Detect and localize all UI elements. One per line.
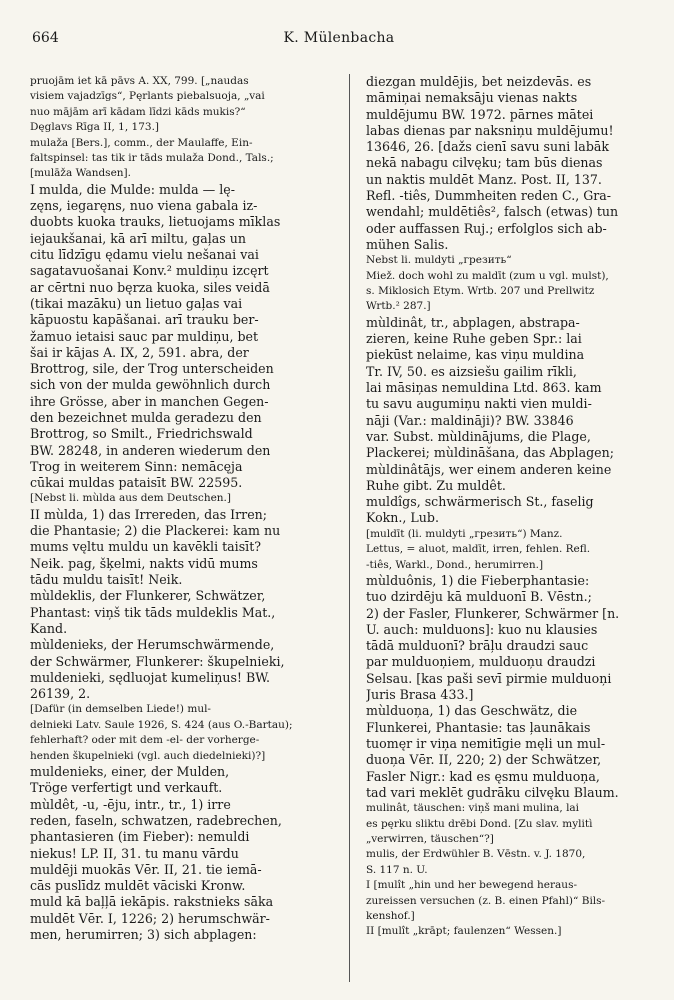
text-line: S. 117 n. U. (366, 863, 428, 876)
text-line: nuo mājām arī kādam līdzi kāds mukis?“ (30, 105, 246, 118)
text-line: wendahl; muldētiês², falsch (etwas) tun (366, 204, 619, 220)
text-line: labas dienas par naksniņu muldējumu! (366, 122, 614, 138)
text-line: zureissen versuchen (z. B. einen Pfahl)“ Bils- (366, 894, 606, 907)
text-line: nekā nabagu cilvęku; tam būs dienas (366, 155, 603, 171)
text-line: Juris Brasa 433.] (366, 687, 474, 703)
text-line: sagatavuošanai Konv.² muldiņu izcęrt (30, 263, 269, 279)
text-line: žamuo ietaisi sauc par muldiņu, bet (30, 328, 259, 344)
text-block (30, 491, 330, 506)
text-line: mulinât, täuschen: viņš mani mulina, lai (366, 802, 580, 815)
text-line: zęns, iegaręns, nuo viena gabala iz- (30, 198, 258, 214)
text-line: var. Subst. mùldinājums, die Plage, (366, 428, 591, 444)
text-line: Neik. pag, šķelmi, nakts vidū mums (30, 555, 258, 571)
text-line: [Dafür (in demselben Liede!) mul- (30, 703, 211, 716)
text-line: mùldenieks, der Herumschwärmende, (30, 637, 275, 653)
column-divider (349, 74, 350, 982)
text-line: Phantast: viņš tik tāds muldeklis Mat., (30, 604, 276, 620)
text-line: tuomęr ir viņa nemitīgie męli un mul- (366, 735, 606, 751)
text-line: ar cērtni nuo bęrza kuoka, siles veidā (30, 279, 270, 295)
text-line: mùldeklis, der Flunkerer, Schwätzer, (30, 588, 266, 604)
text-line: [Nebst li. mùlda aus dem Deutschen.] (30, 492, 231, 505)
text-line: die Phantasie; 2) die Plackerei: kam nu (30, 523, 281, 539)
text-line: muldējumu BW. 1972. pārnes mātei (366, 106, 594, 122)
text-line: cās puslīdz muldēt vāciski Kronw. (30, 878, 246, 894)
text-line: delnieki Latv. Saule 1926, S. 424 (aus O.-Bartau); (30, 718, 293, 731)
text-line: kāpuostu kapāšanai. arī trauku ber- (30, 312, 259, 328)
page-header (32, 30, 646, 52)
text-block (30, 702, 330, 764)
text-line: mùldinât, tr., abplagen, abstrapa- (366, 314, 580, 330)
text-line: Flunkerei, Phantasie: tas ļaunākais (366, 719, 591, 735)
text-line: II mùlda, 1) das Irrereden, das Irren; (30, 506, 268, 522)
text-line: niekus! LP. II, 31. tu manu vārdu (30, 845, 239, 861)
text-line: (tikai mazāku) un lietuo gaļas vai (30, 295, 243, 311)
text-line: Refl. -tiês, Dummheiten reden C., Gra- (366, 188, 612, 204)
text-line: iejaukšanai, kā arī miltu, gaļas un (30, 230, 246, 246)
text-block (366, 801, 656, 940)
text-line: lai māsiņas nemuldina Ltd. 863. kam (366, 380, 602, 396)
text-line: muldîgs, schwärmerisch St., faselig (366, 494, 594, 510)
text-line: Tröge verfertigt und verkauft. (30, 780, 223, 796)
text-line: „verwirren, täuschen“?] (366, 832, 494, 845)
text-block (30, 136, 330, 182)
text-line: Trog in weiterem Sinn: nemācęja (30, 458, 243, 474)
text-block (30, 74, 330, 136)
text-line: den bezeichnet mulda geradezu den (30, 410, 262, 425)
text-line: reden, faseln, schwatzen, radebrechen, (30, 812, 282, 828)
text-line: mums vęltu muldu un kavēkli taisīt? (30, 539, 262, 555)
text-line: mühen Salis. (366, 236, 449, 252)
text-line: muldēji muokās Vēr. II, 21. tie iemā- (30, 861, 262, 877)
text-line: Nebst li. muldyti „грезить“ (366, 254, 512, 267)
text-line: fehlerhaft? oder mit dem -el- der vorherge- (30, 734, 260, 747)
text-line: I [mulît „hin und her bewegend heraus- (366, 879, 577, 892)
text-line: mùlduônis, 1) die Fieberphantasie: (366, 572, 590, 588)
text-line: muldenieki, sędluojat kumeliņus! BW. (30, 669, 270, 685)
text-line: faltspinsel: tas tik ir tāds mulaža Dond., Tals.; (30, 152, 274, 165)
text-block (30, 507, 330, 703)
text-line: mùldêt, -u, -ēju, intr., tr., 1) irre (30, 796, 231, 812)
text-line: piekūst nelaime, kas viņu muldina (366, 347, 585, 363)
text-line: kenshof.] (366, 909, 415, 922)
text-line: muld kā baļļā iekāpis. rakstnieks sāka (30, 894, 274, 910)
text-line: Miež. doch wohl zu maldīt (zum u vgl. mulst), (366, 269, 609, 282)
text-line: [mulāža Wandsen]. (30, 167, 131, 180)
text-line: tu savu augumiņu nakti vien muldi- (366, 396, 592, 412)
text-line: visiem vajadzīgs“, Pęrlants piebalsuoja, „vai (30, 90, 265, 103)
text-line: BW. 28248, in anderen wiederum den (30, 442, 271, 458)
text-block (30, 764, 330, 943)
text-line: Tr. IV, 50. es aizsiešu gailim rīkli, (366, 363, 577, 379)
text-line: -tiês, Warkl., Dond., herumirren.] (366, 558, 544, 571)
text-line: ihre Grösse, aber in manchen Gegen- (30, 393, 269, 409)
text-line: pruojām iet kā pāvs A. XX, 799. [„naudas (30, 75, 249, 87)
text-line: citu līdzīgu ędamu vielu nešanai vai (30, 247, 259, 263)
text-line: zieren, keine Ruhe geben Spr.: lai (366, 331, 582, 347)
text-line: tuo dzirdēju kā mulduonī B. Vēstn.; (366, 589, 592, 605)
text-line: Brottrog, sile, der Trog unterscheiden (30, 361, 274, 377)
text-line: sich von der mulda gewöhnlich durch (30, 377, 271, 393)
text-line: māmiņai nemaksāju vienas nakts (366, 90, 578, 106)
text-block (366, 315, 656, 527)
text-line: Kand. (30, 620, 68, 636)
text-line: Dęglavs Rīga II, 1, 173.] (30, 121, 160, 134)
text-line: Selsau. [kas paši sevī pirmie mulduoņi (366, 670, 612, 686)
text-line: men, herumirren; 3) sich abplagen: (30, 927, 257, 943)
text-block (30, 182, 330, 492)
left-column (30, 74, 330, 980)
text-line: 13646, 26. [dažs cienī savu suni labāk (366, 139, 610, 155)
text-line: Lettus, = aluot, maldīt, irren, fehlen. Refl. (366, 543, 591, 556)
text-line: Wrtb.² 287.] (366, 300, 431, 313)
text-line: mùlduoņa, 1) das Geschwätz, die (366, 703, 578, 719)
text-line: phantasieren (im Fieber): nemuldi (30, 829, 250, 845)
text-line: tādā mulduonī? brāļu draudzi sauc (366, 638, 589, 654)
text-line: Ruhe gibt. Zu muldêt. (366, 477, 506, 493)
text-line: tad vari meklēt gudrāku cilvęku Blaum. (366, 784, 619, 800)
text-line: un naktis muldēt Manz. Post. II, 137. (366, 171, 602, 187)
text-line: mulaža [Bers.], comm., der Maulaffe, Ein- (30, 136, 253, 149)
text-line: oder auffassen Ruj.; erfolglos sich ab- (366, 220, 607, 236)
text-line: par mulduoņiem, mulduoņu draudzi (366, 654, 596, 670)
text-line: [muldīt (li. muldyti „грезить“) Manz. (366, 527, 563, 540)
right-column (366, 74, 656, 980)
text-line: Plackerei; mùldināšana, das Abplagen; (366, 445, 614, 461)
text-line: 26139, 2. (30, 686, 91, 702)
text-line: I mulda, die Mulde: mulda — lę- (30, 181, 235, 197)
text-line: diezgan muldējis, bet neizdevās. es (366, 74, 592, 89)
text-line: tādu muldu taisīt! Neik. (30, 572, 183, 588)
running-title: K. Mülenbacha (283, 30, 395, 46)
text-line: nāji (Var.: maldināji)? BW. 33846 (366, 412, 574, 428)
text-line: 2) der Fasler, Flunkerer, Schwärmer [n. (366, 605, 620, 621)
text-block (366, 253, 656, 315)
text-line: II [mulît „krāpt; faulenzen“ Wessen.] (366, 925, 562, 938)
text-line: henden škupelnieki (vgl. auch diedelnieki)?] (30, 749, 266, 762)
text-line: Kokn., Lub. (366, 510, 439, 526)
text-line: duoņa Vēr. II, 220; 2) der Schwätzer, (366, 752, 602, 768)
text-line: muldēt Vēr. I, 1226; 2) herumschwär- (30, 910, 270, 926)
text-block (366, 527, 656, 573)
text-line: Brottrog, so Smilt., Friedrichswald (30, 426, 253, 442)
text-line: der Schwärmer, Flunkerer: škupelnieki, (30, 653, 285, 669)
text-line: muldenieks, einer, der Mulden, (30, 764, 230, 780)
text-block (366, 573, 656, 801)
text-line: cūkai muldas pataisīt BW. 22595. (30, 475, 243, 491)
text-line: mùldinâtājs, wer einem anderen keine (366, 461, 612, 477)
text-line: mulis, der Erdwühler B. Vēstn. v. J. 1870, (366, 848, 586, 861)
page-number: 664 (32, 30, 59, 46)
text-line: es pęrku sliktu drēbi Dond. [Zu slav. mylitì (366, 817, 593, 830)
text-line: šai ir kājas A. IX, 2, 591. abra, der (30, 344, 249, 360)
text-line: duobts kuoka trauks, lietuojams mīklas (30, 214, 281, 230)
text-line: s. Miklosich Etym. Wrtb. 207 und Prellwitz (366, 285, 595, 298)
text-line: U. auch: mulduons]: kuo nu klausies (366, 621, 598, 637)
text-line: Fasler Nigr.: kad es ęsmu mulduoņa, (366, 768, 600, 784)
text-block (366, 74, 656, 253)
